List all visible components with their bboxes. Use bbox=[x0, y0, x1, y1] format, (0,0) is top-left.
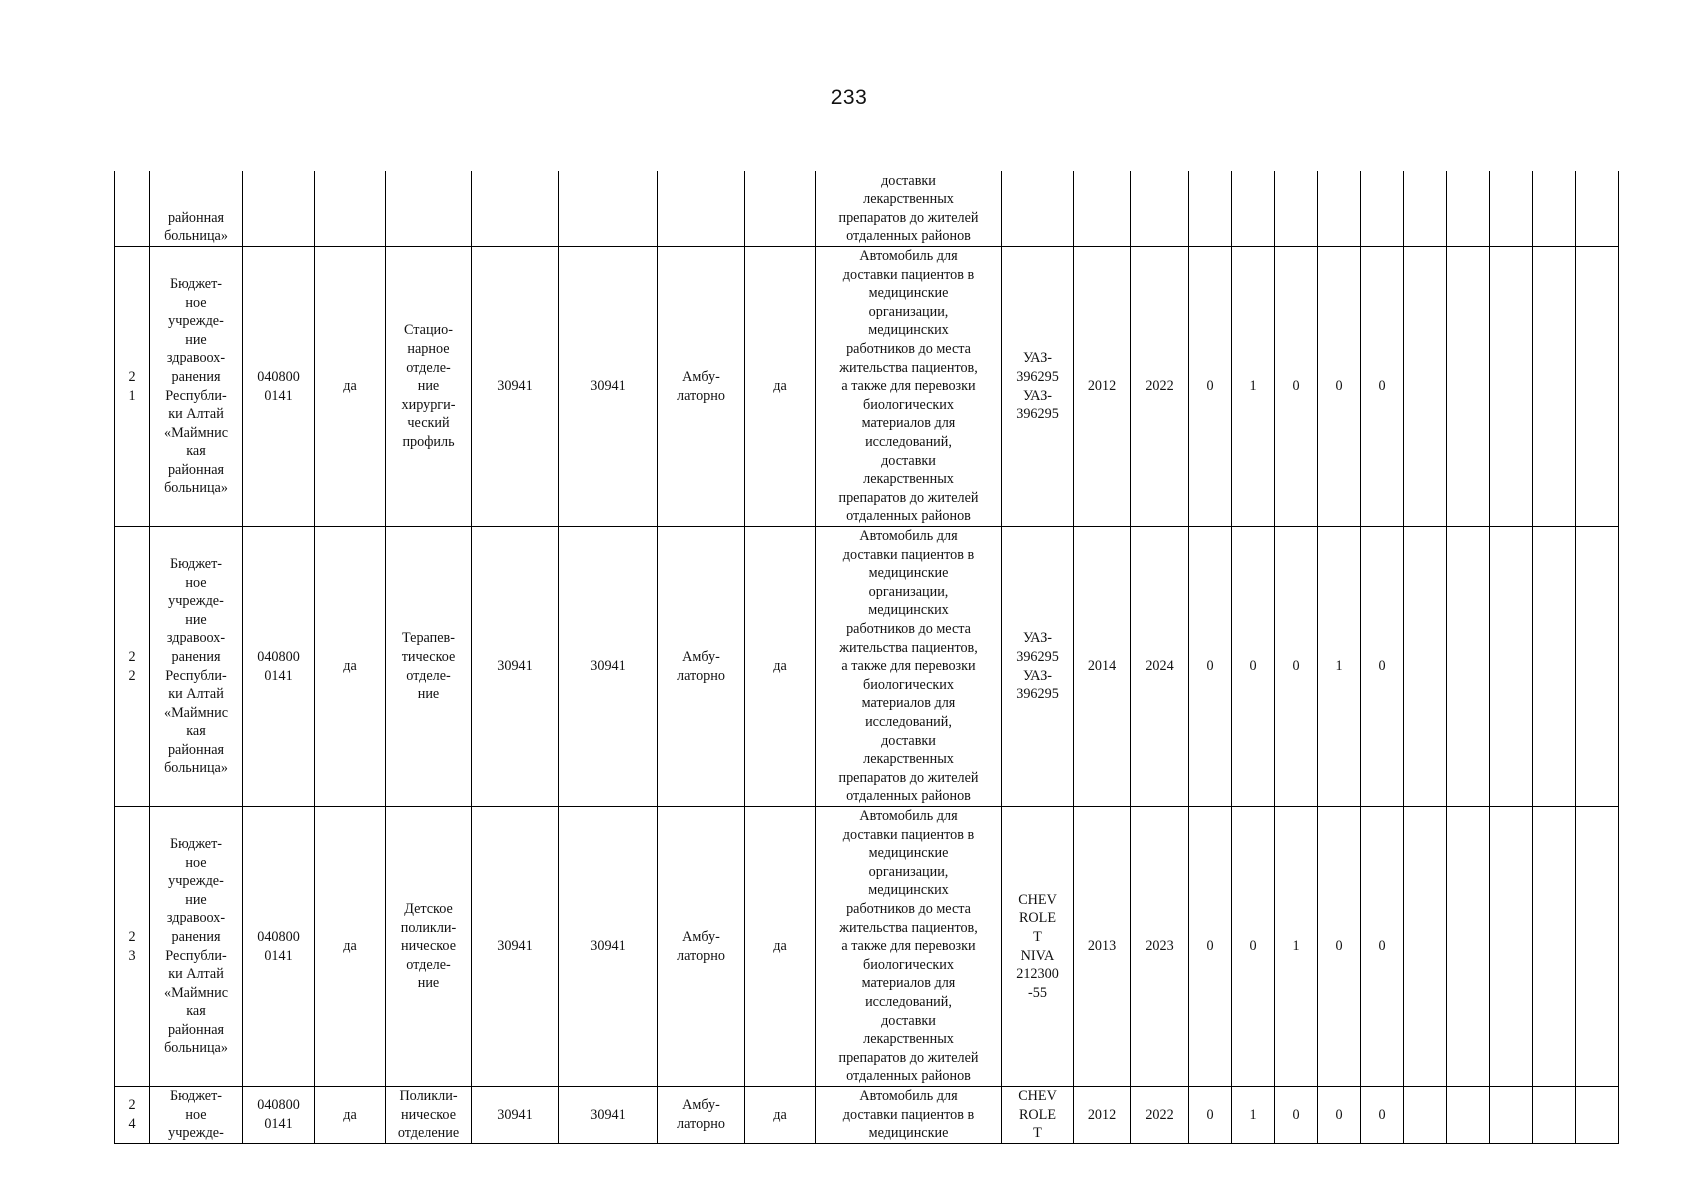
cell-vehicle: CHEV ROLE T NIVA 212300 -55 bbox=[1002, 807, 1074, 1087]
cell-flag2: да bbox=[745, 807, 816, 1087]
cell-mode: Амбу- латорно bbox=[658, 807, 745, 1087]
cell-flag2: да bbox=[745, 527, 816, 807]
cell-year1: 2012 bbox=[1074, 1087, 1131, 1144]
cell-purpose: Автомобиль для доставки пациентов в медицинские bbox=[816, 1087, 1002, 1144]
cell-flag1: да bbox=[315, 1087, 386, 1144]
cell-flag1: да bbox=[315, 247, 386, 527]
cell-department: Стацио- нарное отделе- ние хирурги- ческий профиль bbox=[386, 247, 472, 527]
cell-c1: 0 bbox=[1189, 527, 1232, 807]
table-row bbox=[115, 807, 1619, 1087]
cell-code: 040800 0141 bbox=[243, 247, 315, 527]
cell-purpose: Автомобиль для доставки пациентов в медицинские организации, медицинских работников до места жительства пациентов, а также для перевозки биологических материалов для исследований, доставки лекарственных препаратов до жителей отдаленных районов bbox=[816, 807, 1002, 1087]
cell-year2: 2022 bbox=[1131, 247, 1189, 527]
cell-c5: 0 bbox=[1361, 807, 1404, 1087]
cell-org: Бюджет- ное учрежде- ние здравоох- ранения Республи- ки Алтай «Маймнис кая районная больница» bbox=[150, 807, 243, 1087]
cell-purpose: доставки лекарственных препаратов до жителей отдаленных районов bbox=[816, 171, 1002, 247]
cell-flag1: да bbox=[315, 527, 386, 807]
cell-c5: 0 bbox=[1361, 247, 1404, 527]
cell-num: 2 4 bbox=[115, 1087, 150, 1144]
cell-mode: Амбу- латорно bbox=[658, 247, 745, 527]
cell-org: районная больница» bbox=[150, 171, 243, 247]
cell-c2: 1 bbox=[1232, 1087, 1275, 1144]
cell-c2: 0 bbox=[1232, 807, 1275, 1087]
cell-v1: 30941 bbox=[472, 807, 559, 1087]
data-table bbox=[114, 171, 1619, 1144]
cell-department: Терапев- тическое отделе- ние bbox=[386, 527, 472, 807]
cell-flag1: да bbox=[315, 807, 386, 1087]
cell-org: Бюджет- ное учрежде- bbox=[150, 1087, 243, 1144]
cell-v2: 30941 bbox=[559, 247, 658, 527]
cell-c3: 0 bbox=[1275, 247, 1318, 527]
cell-v2: 30941 bbox=[559, 807, 658, 1087]
cell-c1: 0 bbox=[1189, 1087, 1232, 1144]
cell-c5: 0 bbox=[1361, 527, 1404, 807]
cell-department: Поликли- ническое отделение bbox=[386, 1087, 472, 1144]
cell-year2: 2023 bbox=[1131, 807, 1189, 1087]
cell-num bbox=[115, 171, 150, 247]
data-table-container bbox=[114, 171, 1619, 1144]
cell-c4: 0 bbox=[1318, 807, 1361, 1087]
cell-flag2: да bbox=[745, 247, 816, 527]
cell-num: 2 1 bbox=[115, 247, 150, 527]
cell-num: 2 3 bbox=[115, 807, 150, 1087]
cell-c4: 0 bbox=[1318, 1087, 1361, 1144]
cell-org: Бюджет- ное учрежде- ние здравоох- ранения Республи- ки Алтай «Маймнис кая районная больница» bbox=[150, 527, 243, 807]
table-row bbox=[115, 527, 1619, 807]
cell-code: 040800 0141 bbox=[243, 527, 315, 807]
cell-c1: 0 bbox=[1189, 247, 1232, 527]
cell-v1: 30941 bbox=[472, 1087, 559, 1144]
page-number: 233 bbox=[830, 86, 868, 109]
cell-year1: 2014 bbox=[1074, 527, 1131, 807]
cell-c3: 0 bbox=[1275, 1087, 1318, 1144]
cell-code: 040800 0141 bbox=[243, 1087, 315, 1144]
cell-v2: 30941 bbox=[559, 527, 658, 807]
cell-year2: 2024 bbox=[1131, 527, 1189, 807]
table-row bbox=[115, 1087, 1619, 1144]
cell-year1: 2013 bbox=[1074, 807, 1131, 1087]
cell-purpose: Автомобиль для доставки пациентов в медицинские организации, медицинских работников до места жительства пациентов, а также для перевозки биологических материалов для исследований, доставки лекарственных препаратов до жителей отдаленных районов bbox=[816, 527, 1002, 807]
cell-year2: 2022 bbox=[1131, 1087, 1189, 1144]
cell-vehicle: УАЗ- 396295 УАЗ- 396295 bbox=[1002, 527, 1074, 807]
cell-code: 040800 0141 bbox=[243, 807, 315, 1087]
cell-v1: 30941 bbox=[472, 527, 559, 807]
cell-purpose: Автомобиль для доставки пациентов в медицинские организации, медицинских работников до места жительства пациентов, а также для перевозки биологических материалов для исследований, доставки лекарственных препаратов до жителей отдаленных районов bbox=[816, 247, 1002, 527]
cell-c3: 1 bbox=[1275, 807, 1318, 1087]
cell-vehicle: CHEV ROLE T bbox=[1002, 1087, 1074, 1144]
cell-c4: 0 bbox=[1318, 247, 1361, 527]
cell-c2: 0 bbox=[1232, 527, 1275, 807]
cell-c4: 1 bbox=[1318, 527, 1361, 807]
cell-mode: Амбу- латорно bbox=[658, 1087, 745, 1144]
continuation-row bbox=[115, 171, 1619, 247]
cell-c5: 0 bbox=[1361, 1087, 1404, 1144]
cell-mode: Амбу- латорно bbox=[658, 527, 745, 807]
cell-vehicle: УАЗ- 396295 УАЗ- 396295 bbox=[1002, 247, 1074, 527]
cell-num: 2 2 bbox=[115, 527, 150, 807]
cell-c2: 1 bbox=[1232, 247, 1275, 527]
cell-c3: 0 bbox=[1275, 527, 1318, 807]
cell-c1: 0 bbox=[1189, 807, 1232, 1087]
table-row bbox=[115, 247, 1619, 527]
cell-department: Детское поликли- ническое отделе- ние bbox=[386, 807, 472, 1087]
cell-org: Бюджет- ное учрежде- ние здравоох- ранения Республи- ки Алтай «Маймнис кая районная больница» bbox=[150, 247, 243, 527]
cell-year1: 2012 bbox=[1074, 247, 1131, 527]
cell-v1: 30941 bbox=[472, 247, 559, 527]
cell-flag2: да bbox=[745, 1087, 816, 1144]
cell-v2: 30941 bbox=[559, 1087, 658, 1144]
